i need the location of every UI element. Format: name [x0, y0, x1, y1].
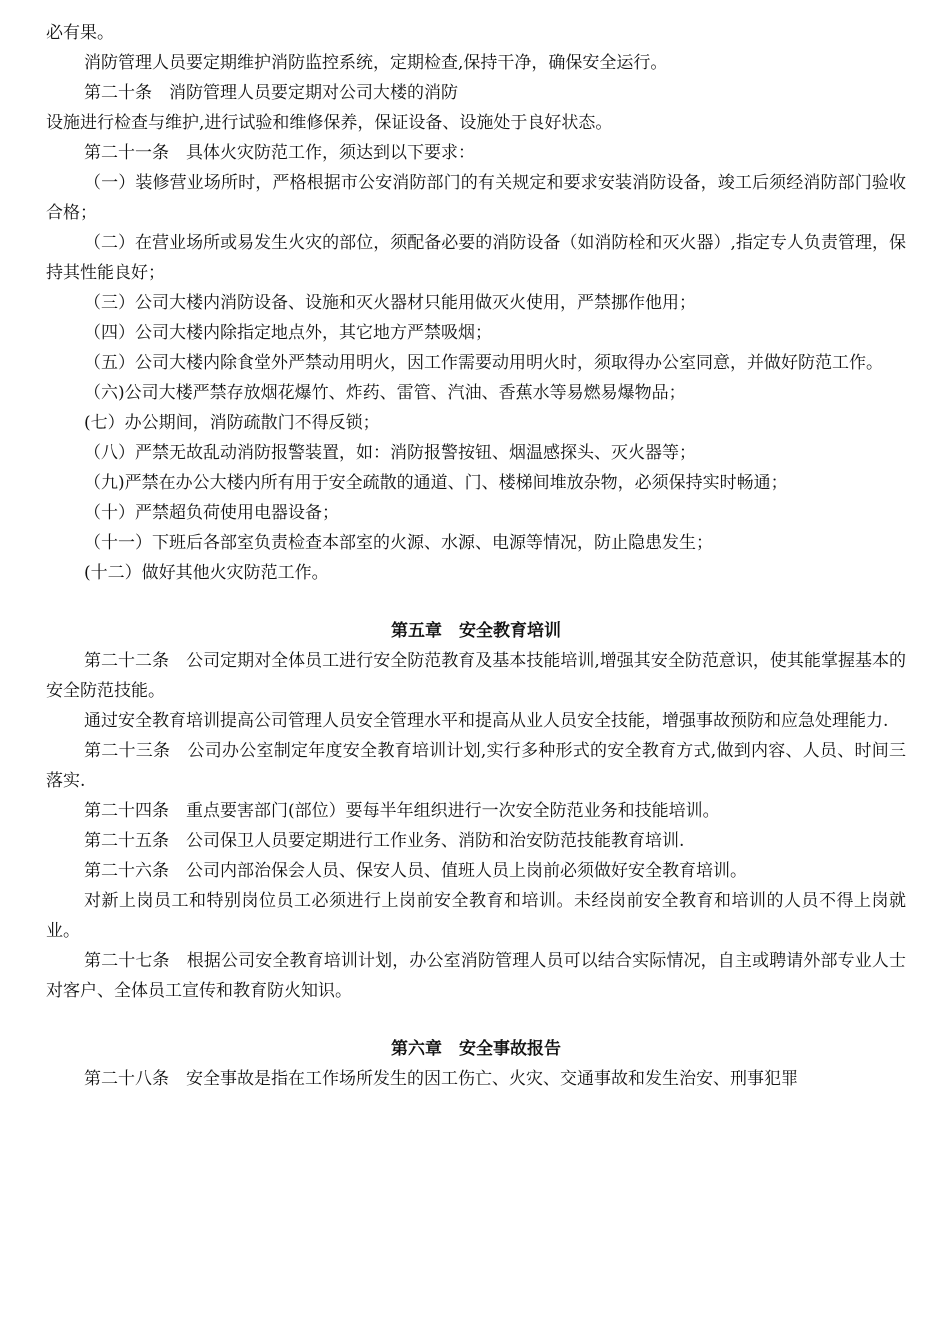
- document-page: [46, 18, 906, 1094]
- list-item-11: （十一）下班后各部室负责检查本部室的火源、水源、电源等情况，防止隐患发生；: [84, 533, 713, 553]
- paragraph-fire-monitoring: 消防管理人员要定期维护消防监控系统，定期检查,保持干净，确保安全运行。: [84, 53, 668, 73]
- article-26: 第二十六条 公司内部治保会人员、保安人员、值班人员上岗前必须做好安全教育培训。: [84, 861, 747, 881]
- paragraph-continuation: 必有果。: [46, 23, 114, 43]
- article-28: 第二十八条 安全事故是指在工作场所发生的因工伤亡、火灾、交通事故和发生治安、刑事犯罪: [84, 1069, 798, 1089]
- paragraph-training-goal: 通过安全教育培训提高公司管理人员安全管理水平和提高从业人员安全技能，增强事故预防和应急处理能力.: [84, 711, 889, 731]
- list-item-9: （九)严禁在办公大楼内所有用于安全疏散的通道、门、楼梯间堆放杂物，必须保持实时畅通；: [84, 473, 788, 493]
- article-24: 第二十四条 重点要害部门(部位）要每半年组织进行一次安全防范业务和技能培训。: [84, 801, 720, 821]
- article-20-line-2: 设施进行检查与维护,进行试验和维修保养，保证设备、设施处于良好状态。: [46, 113, 613, 133]
- chapter-6-title: 第六章 安全事故报告: [391, 1039, 561, 1059]
- article-21: 第二十一条 具体火灾防范工作，须达到以下要求：: [84, 143, 475, 163]
- list-item-6: （六)公司大楼严禁存放烟花爆竹、炸药、雷管、汽油、香蕉水等易燃易爆物品；: [84, 383, 686, 403]
- list-item-3: （三）公司大楼内消防设备、设施和灭火器材只能用做灭火使用，严禁挪作他用；: [84, 293, 696, 313]
- article-23: 第二十三条 公司办公室制定年度安全教育培训计划,实行多种形式的安全教育方式,做到内容、人员、时间三落实.: [46, 741, 906, 791]
- article-22: 第二十二条 公司定期对全体员工进行安全防范教育及基本技能培训,增强其安全防范意识，使其能掌握基本的安全防范技能。: [46, 651, 906, 701]
- article-25: 第二十五条 公司保卫人员要定期进行工作业务、消防和治安防范技能教育培训.: [84, 831, 685, 851]
- article-27: 第二十七条 根据公司安全教育培训计划，办公室消防管理人员可以结合实际情况，自主或聘请外部专业人士对客户、全体员工宣传和教育防火知识。: [46, 951, 906, 1001]
- list-item-10: （十）严禁超负荷使用电器设备；: [84, 503, 339, 523]
- list-item-12: (十二）做好其他火灾防范工作。: [84, 563, 329, 583]
- article-20-line-1: 第二十条 消防管理人员要定期对公司大楼的消防: [84, 83, 458, 103]
- list-item-1: （一）装修营业场所时，严格根据市公安消防部门的有关规定和要求安装消防设备，竣工后须经消防部门验收合格；: [46, 173, 906, 223]
- list-item-8: （八）严禁无故乱动消防报警装置，如：消防报警按钮、烟温感探头、灭火器等；: [84, 443, 696, 463]
- spacer: [46, 588, 906, 616]
- list-item-4: （四）公司大楼内除指定地点外，其它地方严禁吸烟；: [84, 323, 492, 343]
- list-item-5: （五）公司大楼内除食堂外严禁动用明火，因工作需要动用明火时，须取得办公室同意，并做好防范工作。: [84, 353, 883, 373]
- list-item-2: （二）在营业场所或易发生火灾的部位，须配备必要的消防设备（如消防栓和灭火器）,指定专人负责管理，保持其性能良好；: [46, 233, 906, 283]
- chapter-5-title: 第五章 安全教育培训: [391, 621, 561, 641]
- spacer: [46, 1006, 906, 1034]
- list-item-7: (七）办公期间，消防疏散门不得反锁；: [84, 413, 380, 433]
- paragraph-new-staff: 对新上岗员工和特别岗位员工必须进行上岗前安全教育和培训。未经岗前安全教育和培训的人员不得上岗就业。: [46, 891, 906, 941]
